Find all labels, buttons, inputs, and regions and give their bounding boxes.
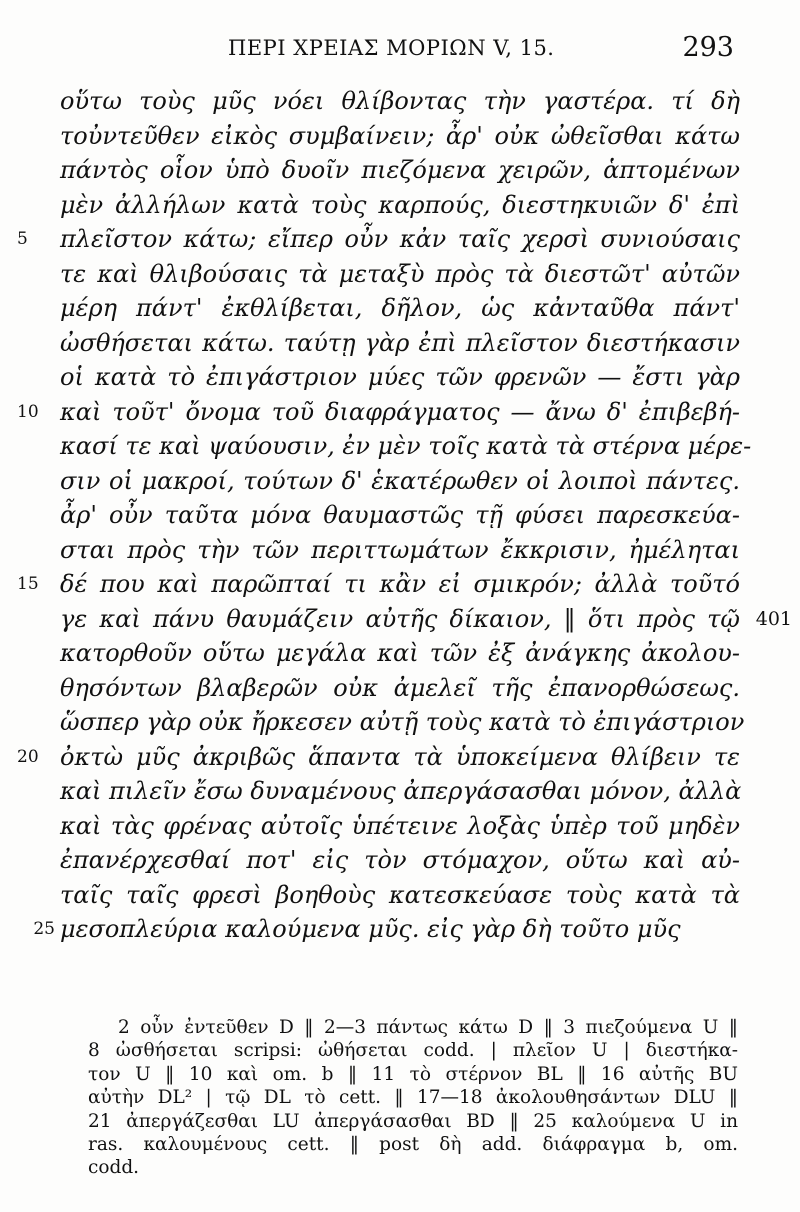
text-line — [60, 843, 740, 878]
line-text: γε καὶ πάνυ θαυμάζειν αὐτῆς δίκαιον, ‖ ὅτι πρὸς τῷ — [60, 604, 740, 633]
footnote-line: 2 οὖν ἐντεῦθεν D ‖ 2—3 πάντως κάτω D ‖ 3 πιεζούμενα U ‖ — [118, 1017, 738, 1038]
line-text: ταῖς ταῖς φρεσὶ βοηθοὺς κατεσκεύασε τοὺς κατὰ τὰ — [60, 880, 740, 909]
text-line — [60, 498, 740, 533]
line-number: 20 — [17, 746, 39, 767]
line-number: 15 — [17, 574, 39, 594]
line-text: οἱ κατὰ τὸ ἐπιγάστριον μύες τῶν φρενῶν — ἔστι γὰρ — [60, 363, 740, 391]
text-line — [60, 671, 740, 706]
line-text: μεσοπλεύρια καλούμενα μῦς. εἰς γὰρ δὴ τοῦτο μῦς — [60, 915, 681, 943]
text-line — [60, 464, 740, 499]
text-line — [60, 326, 740, 361]
text-line — [17, 740, 740, 775]
line-text: ἆρ' οὖν ταῦτα μόνα θαυμαστῶς τῇ φύσει παρεσκεύα- — [60, 501, 740, 529]
margin-reference-number: 401 — [755, 607, 792, 630]
line-text: ὥσπερ γὰρ οὐκ ἤρκεσεν αὐτῇ τοὺς κατὰ τὸ ἐπιγάστριον — [60, 708, 745, 736]
main-text — [17, 84, 792, 947]
line-number: 10 — [17, 401, 39, 422]
text-line — [60, 705, 745, 740]
line-text: σιν οἱ μακροί, τούτων δ' ἑκατέρωθεν οἱ λοιποὶ πάντες. — [60, 466, 740, 495]
text-line — [60, 429, 752, 464]
text-line — [60, 360, 740, 395]
text-line — [60, 84, 740, 119]
line-number: 5 — [17, 229, 28, 249]
line-text: μὲν ἀλλήλων κατὰ τοὺς καρπούς, διεστηκυιῶν δ' ἐπὶ — [60, 190, 740, 219]
line-text: μέρη πάντ' ἐκθλίβεται, δῆλον, ὡς κἀνταῦθα πάντ' — [60, 294, 740, 322]
footnote-line: τον U ‖ 10 καὶ om. b ‖ 11 τὸ στέρνον BL ‖ 16 αὐτῆς BU — [88, 1063, 738, 1085]
text-line — [17, 567, 740, 602]
line-text: ὀκτὼ μῦς ἀκριβῶς ἅπαντα τὰ ὑποκείμενα θλίβειν τε — [60, 742, 740, 771]
line-text: πάντὸς οἷον ὑπὸ δυοῖν πιεζόμενα χειρῶν, ἁπτομένων — [60, 156, 740, 184]
text-line — [60, 636, 740, 671]
line-text: τε καὶ θλιβούσαις τὰ μεταξὺ πρὸς τὰ διεστῶτ' αὐτῶν — [60, 259, 740, 288]
footnote-line: 8 ὠσθήσεται scripsi: ὠθήσεται codd. | πλεῖον U | διεστήκα- — [88, 1040, 738, 1062]
page-number: 293 — [682, 32, 734, 63]
line-text: ὠσθήσεται κάτω. ταύτῃ γὰρ ἐπὶ πλεῖστον διεστήκασιν — [60, 328, 740, 357]
text-line — [60, 257, 740, 292]
text-line — [33, 912, 740, 947]
text-line — [17, 395, 740, 430]
line-text: κασί τε καὶ ψαύουσιν, ἐν μὲν τοῖς κατὰ τὰ στέρνα μέρε- — [60, 432, 752, 460]
text-line — [60, 119, 740, 154]
line-number: 25 — [33, 919, 55, 939]
text-line — [60, 602, 792, 637]
line-text: δέ που καὶ παρῶπταί τι κἂν εἰ σμικρόν; ἀλλὰ τοῦτό — [60, 570, 740, 598]
text-line — [60, 291, 740, 326]
text-line — [60, 188, 740, 223]
line-text: τοὐντεῦθεν εἰκὸς συμβαίνειν; ἆρ' οὐκ ὠθεῖσθαι κάτω — [60, 121, 740, 150]
text-line — [60, 878, 740, 913]
line-text: κατορθοῦν οὕτω μεγάλα καὶ τῶν ἐξ ἀνάγκης ἀκολου- — [60, 639, 740, 667]
line-text: πλεῖστον κάτω; εἴπερ οὖν κἀν ταῖς χερσὶ συνιούσαις — [60, 225, 740, 253]
line-text: καὶ τοῦτ' ὄνομα τοῦ διαφράγματος — ἄνω δ' ἐπιβεβή- — [60, 397, 740, 426]
footnote-line: ras. καλουμένους cett. ‖ post δὴ add. διάφραγμα b, om. — [88, 1133, 738, 1155]
text-line — [60, 533, 740, 568]
text-line — [60, 153, 740, 188]
footnote-line: 21 ἀπεργάζεσθαι LU ἀπεργάσασθαι BD ‖ 25 καλούμενα U in — [88, 1110, 738, 1132]
footnote-line: codd. — [88, 1157, 140, 1179]
line-text: ἐπανέρχεσθαί ποτ' εἰς τὸν στόμαχον, οὕτω καὶ αὐ- — [60, 846, 740, 874]
text-line — [17, 222, 740, 257]
line-text: σται πρὸς τὴν τῶν περιττωμάτων ἔκκρισιν, ἠμέληται — [60, 535, 740, 564]
line-text: θησόντων βλαβερῶν οὐκ ἀμελεῖ τῆς ἐπανορθώσεως. — [60, 673, 740, 702]
text-line — [60, 809, 740, 844]
line-text: καὶ πιλεῖν ἔσω δυναμένους ἀπεργάσασθαι μόνον, ἀλλὰ — [60, 777, 742, 805]
text-line — [60, 774, 740, 809]
footnote-line: αὐτὴν DL² | τῷ DL τὸ cett. ‖ 17—18 ἀκολουθησάντων DLU ‖ — [88, 1087, 738, 1109]
running-head — [60, 30, 740, 74]
line-text: καὶ τὰς φρένας αὐτοῖς ὑπέτεινε λοξὰς ὑπὲρ τοῦ μηδὲν — [60, 811, 740, 840]
running-title: ΠΕΡΙ ΧΡΕΙΑΣ ΜΟΡΙΩΝ V, 15. — [228, 36, 555, 60]
critical-apparatus — [88, 1016, 738, 1180]
line-text: οὕτω τοὺς μῦς νόει θλίβοντας τὴν γαστέρα. τί δὴ — [60, 87, 740, 115]
